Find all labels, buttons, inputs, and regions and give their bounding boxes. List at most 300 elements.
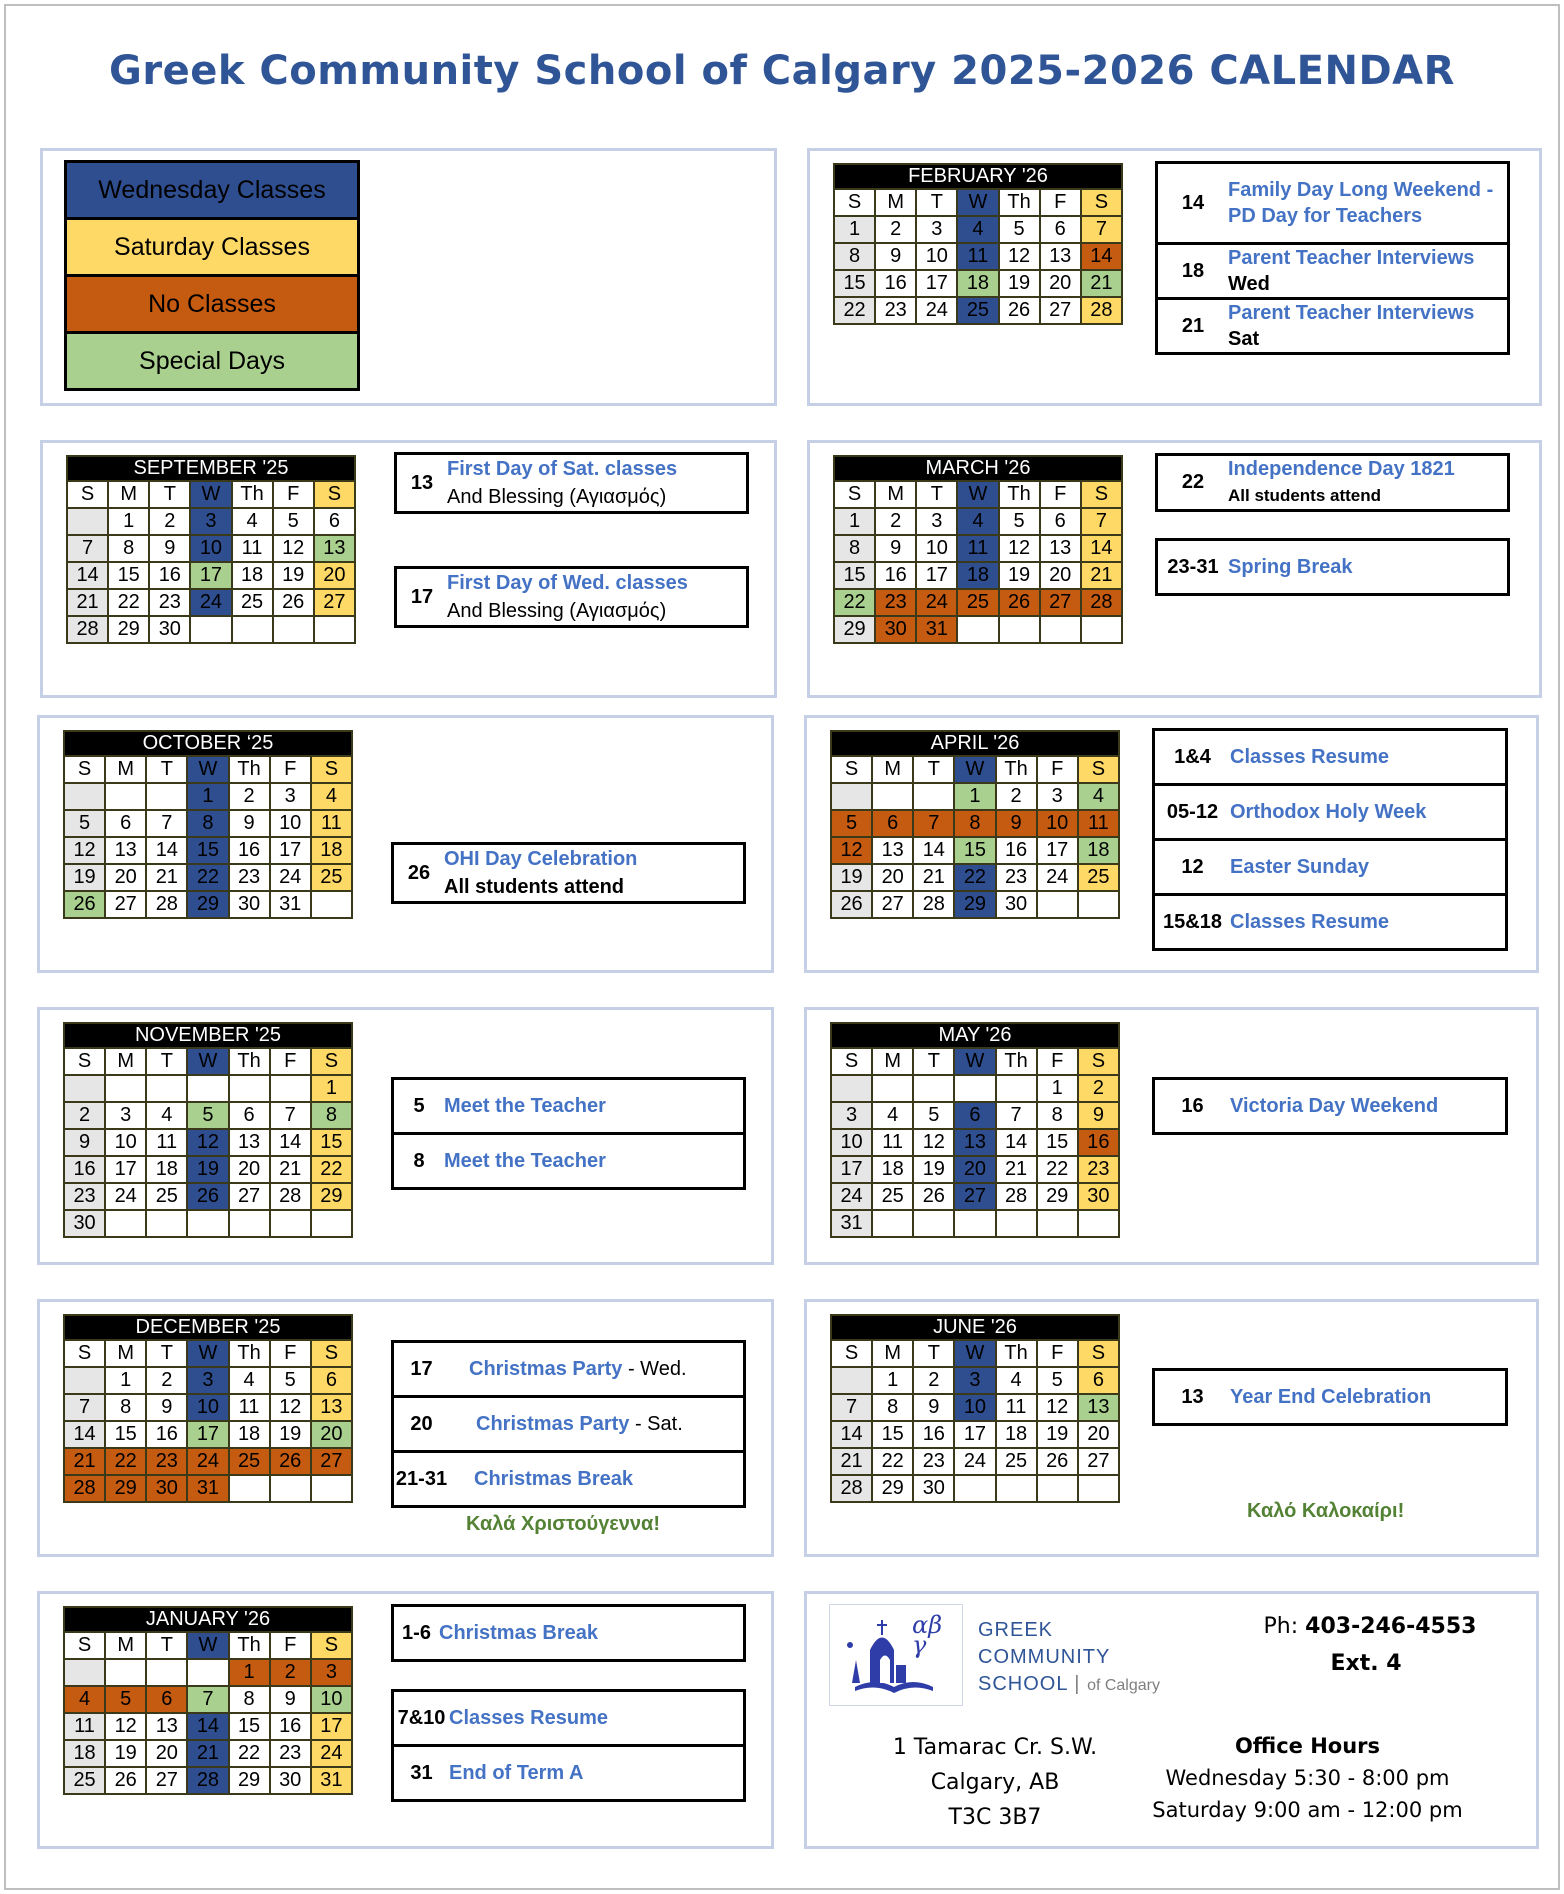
- day-cell: 14: [913, 837, 954, 864]
- day-cell: 1: [187, 783, 228, 810]
- weekday-header: T: [146, 1048, 187, 1075]
- day-cell: 25: [996, 1448, 1037, 1475]
- day-cell: [146, 1659, 187, 1686]
- weekday-header: W: [190, 481, 231, 508]
- day-cell: 30: [270, 1767, 311, 1794]
- day-cell: 4: [1078, 783, 1119, 810]
- day-cell: 19: [913, 1156, 954, 1183]
- events-january-2: [391, 1689, 746, 1802]
- event-text: Parent Teacher Interviews: [1228, 247, 1475, 269]
- day-cell: [146, 1210, 187, 1237]
- day-cell: [187, 1210, 228, 1237]
- weekday-header: S: [67, 481, 108, 508]
- day-cell: 11: [64, 1713, 105, 1740]
- day-cell: 28: [831, 1475, 872, 1502]
- calendar-november: [63, 1022, 353, 1238]
- logo-line3b: of Calgary: [1087, 1677, 1160, 1694]
- weekday-header: S: [1081, 189, 1122, 216]
- day-cell: 12: [64, 837, 105, 864]
- day-cell: 13: [229, 1129, 270, 1156]
- day-cell: 13: [1040, 535, 1081, 562]
- weekday-header: F: [1037, 1340, 1078, 1367]
- day-cell: 31: [270, 891, 311, 918]
- day-cell: 12: [270, 1394, 311, 1421]
- day-cell: [1078, 1210, 1119, 1237]
- day-cell: 26: [270, 1448, 311, 1475]
- day-cell: 25: [311, 864, 352, 891]
- day-cell: 3: [311, 1659, 352, 1686]
- weekday-header: Th: [229, 756, 270, 783]
- day-cell: 27: [314, 589, 355, 616]
- weekday-header: W: [187, 756, 228, 783]
- calendar-october: [63, 730, 353, 919]
- calendar-january: [63, 1606, 353, 1795]
- day-cell: 6: [1040, 508, 1081, 535]
- day-cell: 2: [146, 1367, 187, 1394]
- event-text: Easter Sunday: [1230, 840, 1507, 895]
- event-text: Christmas Break: [439, 1621, 598, 1644]
- day-cell: 26: [1037, 1448, 1078, 1475]
- calendar-february: [833, 163, 1123, 325]
- day-cell: 8: [872, 1394, 913, 1421]
- event-text: Independence Day 1821: [1228, 458, 1455, 480]
- event-row: [1157, 244, 1509, 299]
- day-cell: 30: [996, 891, 1037, 918]
- day-cell: 21: [831, 1448, 872, 1475]
- address-line3: T3C 3B7: [948, 1805, 1042, 1830]
- day-cell: 2: [270, 1659, 311, 1686]
- weekday-header: M: [105, 756, 146, 783]
- day-cell: 20: [872, 864, 913, 891]
- day-cell: 9: [875, 243, 916, 270]
- event-date: 5: [413, 1094, 425, 1117]
- weekday-header: T: [913, 756, 954, 783]
- day-cell: [954, 1475, 995, 1502]
- weekday-header: S: [831, 1340, 872, 1367]
- legend-special-days: Special Days: [67, 334, 357, 388]
- day-cell: 22: [105, 1448, 146, 1475]
- day-cell: 24: [311, 1740, 352, 1767]
- day-cell: 11: [146, 1129, 187, 1156]
- day-cell: 27: [954, 1183, 995, 1210]
- day-cell: [996, 1075, 1037, 1102]
- day-cell: 25: [957, 297, 998, 324]
- day-cell: 14: [1081, 535, 1122, 562]
- day-cell: 9: [996, 810, 1037, 837]
- day-cell: 7: [1081, 508, 1122, 535]
- day-cell: 27: [311, 1448, 352, 1475]
- day-cell: 4: [996, 1367, 1037, 1394]
- event-date: 7&10: [397, 1706, 446, 1729]
- day-cell: 4: [957, 216, 998, 243]
- day-cell: 24: [916, 297, 957, 324]
- event-subtext: And Blessing (Αγιασμός): [447, 600, 667, 622]
- day-cell: 11: [232, 535, 273, 562]
- day-cell: 12: [999, 535, 1040, 562]
- day-cell: 12: [105, 1713, 146, 1740]
- day-cell: 12: [273, 535, 314, 562]
- day-cell: 20: [314, 562, 355, 589]
- day-cell: [232, 616, 273, 643]
- legend-saturday: Saturday Classes: [67, 220, 357, 277]
- weekday-header: Th: [996, 1340, 1037, 1367]
- office-hours-wed: Wednesday 5:30 - 8:00 pm: [1165, 1766, 1450, 1790]
- weekday-header: Th: [999, 481, 1040, 508]
- day-cell: 2: [996, 783, 1037, 810]
- logo-greek-letters: αβγ: [912, 1611, 943, 1659]
- weekday-header: S: [831, 756, 872, 783]
- day-cell: 24: [105, 1183, 146, 1210]
- weekday-header: T: [913, 1340, 954, 1367]
- christmas-greeting: Καλά Χριστούγεννα!: [466, 1513, 661, 1535]
- day-cell: [1078, 891, 1119, 918]
- day-cell: 3: [916, 216, 957, 243]
- day-cell: 30: [149, 616, 190, 643]
- day-cell: 23: [270, 1740, 311, 1767]
- day-cell: 22: [834, 297, 875, 324]
- day-cell: 23: [913, 1448, 954, 1475]
- day-cell: 1: [108, 508, 149, 535]
- day-cell: 2: [875, 508, 916, 535]
- day-cell: 6: [1040, 216, 1081, 243]
- day-cell: 9: [270, 1686, 311, 1713]
- day-cell: 18: [872, 1156, 913, 1183]
- legend-wednesday: Wednesday Classes: [67, 163, 357, 220]
- day-cell: 6: [311, 1367, 352, 1394]
- weekday-header: T: [146, 1340, 187, 1367]
- weekday-header: Th: [999, 189, 1040, 216]
- day-cell: 17: [831, 1156, 872, 1183]
- weekday-header: S: [311, 1048, 352, 1075]
- day-cell: 19: [1037, 1421, 1078, 1448]
- page-title: Greek Community School of Calgary 2025-2026 CALENDAR: [109, 48, 1455, 94]
- day-cell: 10: [311, 1686, 352, 1713]
- day-cell: [64, 1075, 105, 1102]
- day-cell: 3: [187, 1367, 228, 1394]
- day-cell: 1: [872, 1367, 913, 1394]
- day-cell: 22: [834, 589, 875, 616]
- weekday-header: T: [916, 189, 957, 216]
- day-cell: 5: [105, 1686, 146, 1713]
- day-cell: 18: [957, 270, 998, 297]
- day-cell: 9: [913, 1394, 954, 1421]
- day-cell: 26: [831, 891, 872, 918]
- month-header: JUNE '26: [831, 1315, 1119, 1340]
- event-date: 23-31: [1167, 555, 1219, 578]
- day-cell: 20: [1078, 1421, 1119, 1448]
- weekday-header: S: [834, 189, 875, 216]
- weekday-header: Th: [996, 756, 1037, 783]
- day-cell: 5: [913, 1102, 954, 1129]
- weekday-header: M: [872, 1340, 913, 1367]
- day-cell: [913, 1075, 954, 1102]
- weekday-header: W: [957, 189, 998, 216]
- event-subtext: All students attend: [444, 876, 625, 898]
- day-cell: 3: [1037, 783, 1078, 810]
- day-cell: 25: [229, 1448, 270, 1475]
- day-cell: 10: [916, 243, 957, 270]
- day-cell: 9: [146, 1394, 187, 1421]
- day-cell: 11: [229, 1394, 270, 1421]
- weekday-header: F: [1037, 1048, 1078, 1075]
- month-header: MAY '26: [831, 1023, 1119, 1048]
- weekday-header: Th: [229, 1340, 270, 1367]
- event-row: [1157, 163, 1509, 244]
- day-cell: 18: [996, 1421, 1037, 1448]
- day-cell: 29: [1037, 1183, 1078, 1210]
- day-cell: 11: [957, 535, 998, 562]
- weekday-header: W: [187, 1048, 228, 1075]
- weekday-header: T: [146, 1632, 187, 1659]
- weekday-header: S: [64, 1632, 105, 1659]
- day-cell: 25: [872, 1183, 913, 1210]
- day-cell: 2: [149, 508, 190, 535]
- day-cell: 10: [954, 1394, 995, 1421]
- event-text: Classes Resume: [1230, 895, 1507, 950]
- day-cell: 28: [1081, 297, 1122, 324]
- day-cell: 6: [229, 1102, 270, 1129]
- day-cell: 19: [831, 864, 872, 891]
- weekday-header: S: [1078, 1340, 1119, 1367]
- day-cell: 23: [875, 589, 916, 616]
- day-cell: [831, 783, 872, 810]
- day-cell: 21: [270, 1156, 311, 1183]
- weekday-header: W: [954, 756, 995, 783]
- day-cell: 19: [999, 562, 1040, 589]
- day-cell: [831, 1367, 872, 1394]
- day-cell: 2: [913, 1367, 954, 1394]
- day-cell: 11: [996, 1394, 1037, 1421]
- day-cell: 27: [1078, 1448, 1119, 1475]
- day-cell: 16: [996, 837, 1037, 864]
- event-text: End of Term A: [449, 1746, 745, 1801]
- day-cell: 15: [1037, 1129, 1078, 1156]
- events-november: [391, 1077, 746, 1190]
- weekday-header: F: [270, 1048, 311, 1075]
- legend-no-classes: No Classes: [67, 277, 357, 334]
- day-cell: 10: [831, 1129, 872, 1156]
- day-cell: [913, 783, 954, 810]
- day-cell: 2: [64, 1102, 105, 1129]
- day-cell: 27: [229, 1183, 270, 1210]
- day-cell: 15: [105, 1421, 146, 1448]
- day-cell: 24: [190, 589, 231, 616]
- day-cell: 17: [311, 1713, 352, 1740]
- day-cell: 20: [146, 1740, 187, 1767]
- day-cell: 17: [187, 1421, 228, 1448]
- day-cell: 7: [913, 810, 954, 837]
- day-cell: [146, 1075, 187, 1102]
- event-text: Christmas Party: [476, 1412, 630, 1435]
- day-cell: 4: [957, 508, 998, 535]
- day-cell: [954, 1210, 995, 1237]
- day-cell: 29: [187, 891, 228, 918]
- day-cell: 14: [146, 837, 187, 864]
- day-cell: 19: [64, 864, 105, 891]
- calendar-may: [830, 1022, 1120, 1238]
- day-cell: [229, 1210, 270, 1237]
- day-cell: 3: [270, 783, 311, 810]
- day-cell: 1: [834, 216, 875, 243]
- day-cell: 9: [875, 535, 916, 562]
- day-cell: 19: [270, 1421, 311, 1448]
- weekday-header: M: [105, 1632, 146, 1659]
- day-cell: 3: [190, 508, 231, 535]
- day-cell: [190, 616, 231, 643]
- event-suffix: - Sat.: [629, 1412, 683, 1435]
- day-cell: 28: [1081, 589, 1122, 616]
- day-cell: 17: [954, 1421, 995, 1448]
- day-cell: [67, 508, 108, 535]
- day-cell: 13: [1078, 1394, 1119, 1421]
- day-cell: 18: [232, 562, 273, 589]
- day-cell: 8: [311, 1102, 352, 1129]
- day-cell: 7: [67, 535, 108, 562]
- events-september-1: [394, 452, 749, 514]
- events-january-1: [391, 1604, 746, 1662]
- day-cell: 14: [996, 1129, 1037, 1156]
- day-cell: 27: [146, 1767, 187, 1794]
- weekday-header: Th: [232, 481, 273, 508]
- day-cell: 12: [831, 837, 872, 864]
- day-cell: 15: [229, 1713, 270, 1740]
- logo-line1: GREEK: [978, 1619, 1054, 1641]
- day-cell: 15: [187, 837, 228, 864]
- event-text: OHI Day Celebration: [444, 848, 638, 870]
- day-cell: 11: [311, 810, 352, 837]
- day-cell: 2: [1078, 1075, 1119, 1102]
- day-cell: 10: [187, 1394, 228, 1421]
- weekday-header: S: [311, 756, 352, 783]
- day-cell: 17: [190, 562, 231, 589]
- weekday-header: Th: [229, 1632, 270, 1659]
- day-cell: 13: [146, 1713, 187, 1740]
- day-cell: 16: [1078, 1129, 1119, 1156]
- day-cell: 30: [913, 1475, 954, 1502]
- day-cell: 28: [913, 891, 954, 918]
- day-cell: 13: [311, 1394, 352, 1421]
- day-cell: 22: [108, 589, 149, 616]
- day-cell: 24: [1037, 864, 1078, 891]
- day-cell: [999, 616, 1040, 643]
- month-header: SEPTEMBER '25: [67, 456, 355, 481]
- day-cell: 1: [311, 1075, 352, 1102]
- day-cell: 8: [954, 810, 995, 837]
- event-date: 16: [1181, 1094, 1204, 1117]
- day-cell: 7: [996, 1102, 1037, 1129]
- day-cell: 6: [146, 1686, 187, 1713]
- day-cell: [105, 1075, 146, 1102]
- day-cell: 5: [831, 810, 872, 837]
- logo-line3: SCHOOL: [978, 1673, 1068, 1695]
- day-cell: 22: [872, 1448, 913, 1475]
- weekday-header: F: [1040, 189, 1081, 216]
- day-cell: 29: [954, 891, 995, 918]
- day-cell: 21: [996, 1156, 1037, 1183]
- day-cell: 28: [67, 616, 108, 643]
- day-cell: 10: [916, 535, 957, 562]
- event-date: 15&18: [1154, 895, 1231, 950]
- day-cell: 12: [913, 1129, 954, 1156]
- day-cell: 10: [1037, 810, 1078, 837]
- day-cell: 26: [999, 589, 1040, 616]
- day-cell: [954, 1075, 995, 1102]
- event-row: [1157, 299, 1509, 354]
- day-cell: 8: [229, 1686, 270, 1713]
- day-cell: [187, 1659, 228, 1686]
- day-cell: 12: [187, 1129, 228, 1156]
- day-cell: 16: [875, 270, 916, 297]
- event-date: 22: [1181, 471, 1205, 493]
- event-date: 05-12: [1154, 785, 1231, 840]
- calendar-march: [833, 455, 1123, 644]
- day-cell: 22: [1037, 1156, 1078, 1183]
- day-cell: [996, 1475, 1037, 1502]
- day-cell: 31: [831, 1210, 872, 1237]
- logo-line2: COMMUNITY: [978, 1646, 1111, 1668]
- day-cell: 31: [916, 616, 957, 643]
- day-cell: 1: [105, 1367, 146, 1394]
- weekday-header: M: [872, 1048, 913, 1075]
- day-cell: 8: [187, 810, 228, 837]
- day-cell: 23: [1078, 1156, 1119, 1183]
- day-cell: 18: [64, 1740, 105, 1767]
- weekday-header: M: [875, 189, 916, 216]
- day-cell: [1078, 1475, 1119, 1502]
- events-september-2: [394, 566, 749, 628]
- day-cell: 8: [834, 243, 875, 270]
- event-subtext: All students attend: [1228, 486, 1382, 505]
- logo-wordmark: GREEK COMMUNITY SCHOOL | of Calgary: [978, 1619, 1160, 1695]
- day-cell: 8: [108, 535, 149, 562]
- event-text: First Day of Wed. classes: [447, 572, 688, 594]
- events-october: [391, 842, 746, 904]
- day-cell: [311, 1475, 352, 1502]
- day-cell: 11: [872, 1129, 913, 1156]
- weekday-header: M: [105, 1340, 146, 1367]
- day-cell: 29: [229, 1767, 270, 1794]
- weekday-header: Th: [229, 1048, 270, 1075]
- day-cell: 9: [149, 535, 190, 562]
- day-cell: 17: [105, 1156, 146, 1183]
- office-hours-title: Office Hours: [1234, 1734, 1381, 1758]
- month-header: APRIL '26: [831, 731, 1119, 756]
- day-cell: 16: [229, 837, 270, 864]
- day-cell: 24: [187, 1448, 228, 1475]
- weekday-header: T: [913, 1048, 954, 1075]
- day-cell: [270, 1075, 311, 1102]
- event-date: 17: [410, 1357, 433, 1380]
- day-cell: [913, 1210, 954, 1237]
- day-cell: 11: [957, 243, 998, 270]
- day-cell: 10: [105, 1129, 146, 1156]
- office-hours: [1145, 1730, 1470, 1826]
- weekday-header: T: [149, 481, 190, 508]
- day-cell: 18: [146, 1156, 187, 1183]
- day-cell: 30: [1078, 1183, 1119, 1210]
- event-date: 31: [393, 1746, 450, 1801]
- event-date: 21: [1157, 299, 1229, 354]
- day-cell: 27: [1040, 589, 1081, 616]
- day-cell: [872, 1075, 913, 1102]
- weekday-header: S: [64, 1048, 105, 1075]
- weekday-header: W: [954, 1048, 995, 1075]
- event-text: Meet the Teacher: [444, 1094, 606, 1117]
- day-cell: 9: [229, 810, 270, 837]
- day-cell: 16: [913, 1421, 954, 1448]
- weekday-header: W: [957, 481, 998, 508]
- day-cell: 28: [996, 1183, 1037, 1210]
